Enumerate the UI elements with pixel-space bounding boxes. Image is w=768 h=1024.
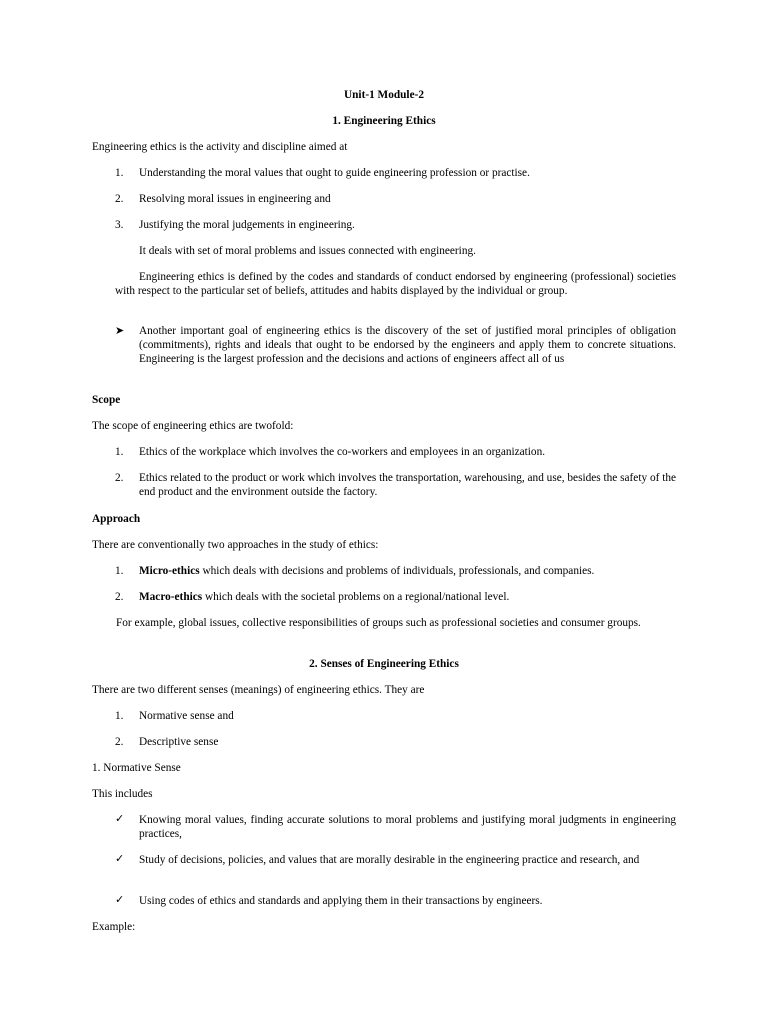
check-item: Study of decisions, policies, and values that are morally desirable in the engineering practice and research, and xyxy=(139,854,640,866)
includes-text: This includes xyxy=(92,788,153,800)
list-item: Justifying the moral judgements in engineering. xyxy=(139,219,355,231)
intro-text: Engineering ethics is the activity and discipline aimed at xyxy=(92,141,348,153)
scope-heading: Scope xyxy=(92,394,121,406)
list-number: 2. xyxy=(115,591,124,603)
approach-heading: Approach xyxy=(92,513,141,525)
paragraph-definition: Engineering ethics is defined by the codes and standards of conduct endorsed by engineering (professional) societies with respect to the particular set of beliefs, attitudes and habits displayed by the individual or group. xyxy=(115,271,676,298)
list-item: Resolving moral issues in engineering and xyxy=(139,193,331,205)
checkmark-icon: ✓ xyxy=(115,893,125,906)
approach-intro: There are conventionally two approaches in the study of ethics: xyxy=(92,539,379,551)
list-item: Understanding the moral values that ought to guide engineering profession or practise. xyxy=(139,167,530,179)
list-number: 1. xyxy=(115,710,124,722)
list-number: 1. xyxy=(115,167,124,179)
bullet-paragraph: Another important goal of engineering ethics is the discovery of the set of justified moral principles of obligation (commitments), rights and ideals that ought to be endorsed by the engineers and apply them to concrete situations. Engineering is the largest profession and the decisions and actions of engineers affect all of us xyxy=(139,325,676,366)
term-description: which deals with decisions and problems of individuals, professionals, and companies. xyxy=(199,565,595,577)
list-item: Ethics of the workplace which involves the co-workers and employees in an organization. xyxy=(139,446,546,458)
term-micro-ethics: Micro-ethics xyxy=(139,565,200,577)
list-number: 1. xyxy=(115,565,124,577)
normative-heading: 1. Normative Sense xyxy=(92,762,181,774)
list-number: 2. xyxy=(115,472,124,484)
list-number: 2. xyxy=(115,193,124,205)
list-item: Normative sense and xyxy=(139,710,234,722)
scope-intro: The scope of engineering ethics are twofold: xyxy=(92,420,294,432)
list-number: 3. xyxy=(115,219,124,231)
list-number: 2. xyxy=(115,736,124,748)
term-description: which deals with the societal problems on a regional/national level. xyxy=(202,591,510,603)
term-macro-ethics: Macro-ethics xyxy=(139,591,203,603)
list-item: Ethics related to the product or work which involves the transportation, warehousing, and use, besides the safety of the end product and the environment outside the factory. xyxy=(139,472,676,499)
list-item: Descriptive sense xyxy=(139,736,219,748)
list-item-macro-ethics xyxy=(139,590,509,604)
checkmark-icon: ✓ xyxy=(115,812,125,825)
check-item: Using codes of ethics and standards and applying them in their transactions by engineers. xyxy=(139,895,543,907)
module-title: Unit-1 Module-2 xyxy=(343,89,425,101)
section-heading-senses: 2. Senses of Engineering Ethics xyxy=(309,658,459,670)
example-label: Example: xyxy=(92,921,136,933)
arrowhead-bullet-icon: ➤ xyxy=(115,324,125,337)
check-item: Knowing moral values, finding accurate solutions to moral problems and justifying moral judgments in engineering practices, xyxy=(139,814,676,841)
senses-intro: There are two different senses (meanings) of engineering ethics. They are xyxy=(92,684,425,696)
section-heading-engineering-ethics: 1. Engineering Ethics xyxy=(332,115,436,127)
paragraph-deals: It deals with set of moral problems and issues connected with engineering. xyxy=(139,245,476,257)
list-item-micro-ethics xyxy=(139,564,594,578)
approach-example: For example, global issues, collective responsibilities of groups such as professional societies and consumer groups. xyxy=(116,617,641,629)
checkmark-icon: ✓ xyxy=(115,852,125,865)
list-number: 1. xyxy=(115,446,124,458)
